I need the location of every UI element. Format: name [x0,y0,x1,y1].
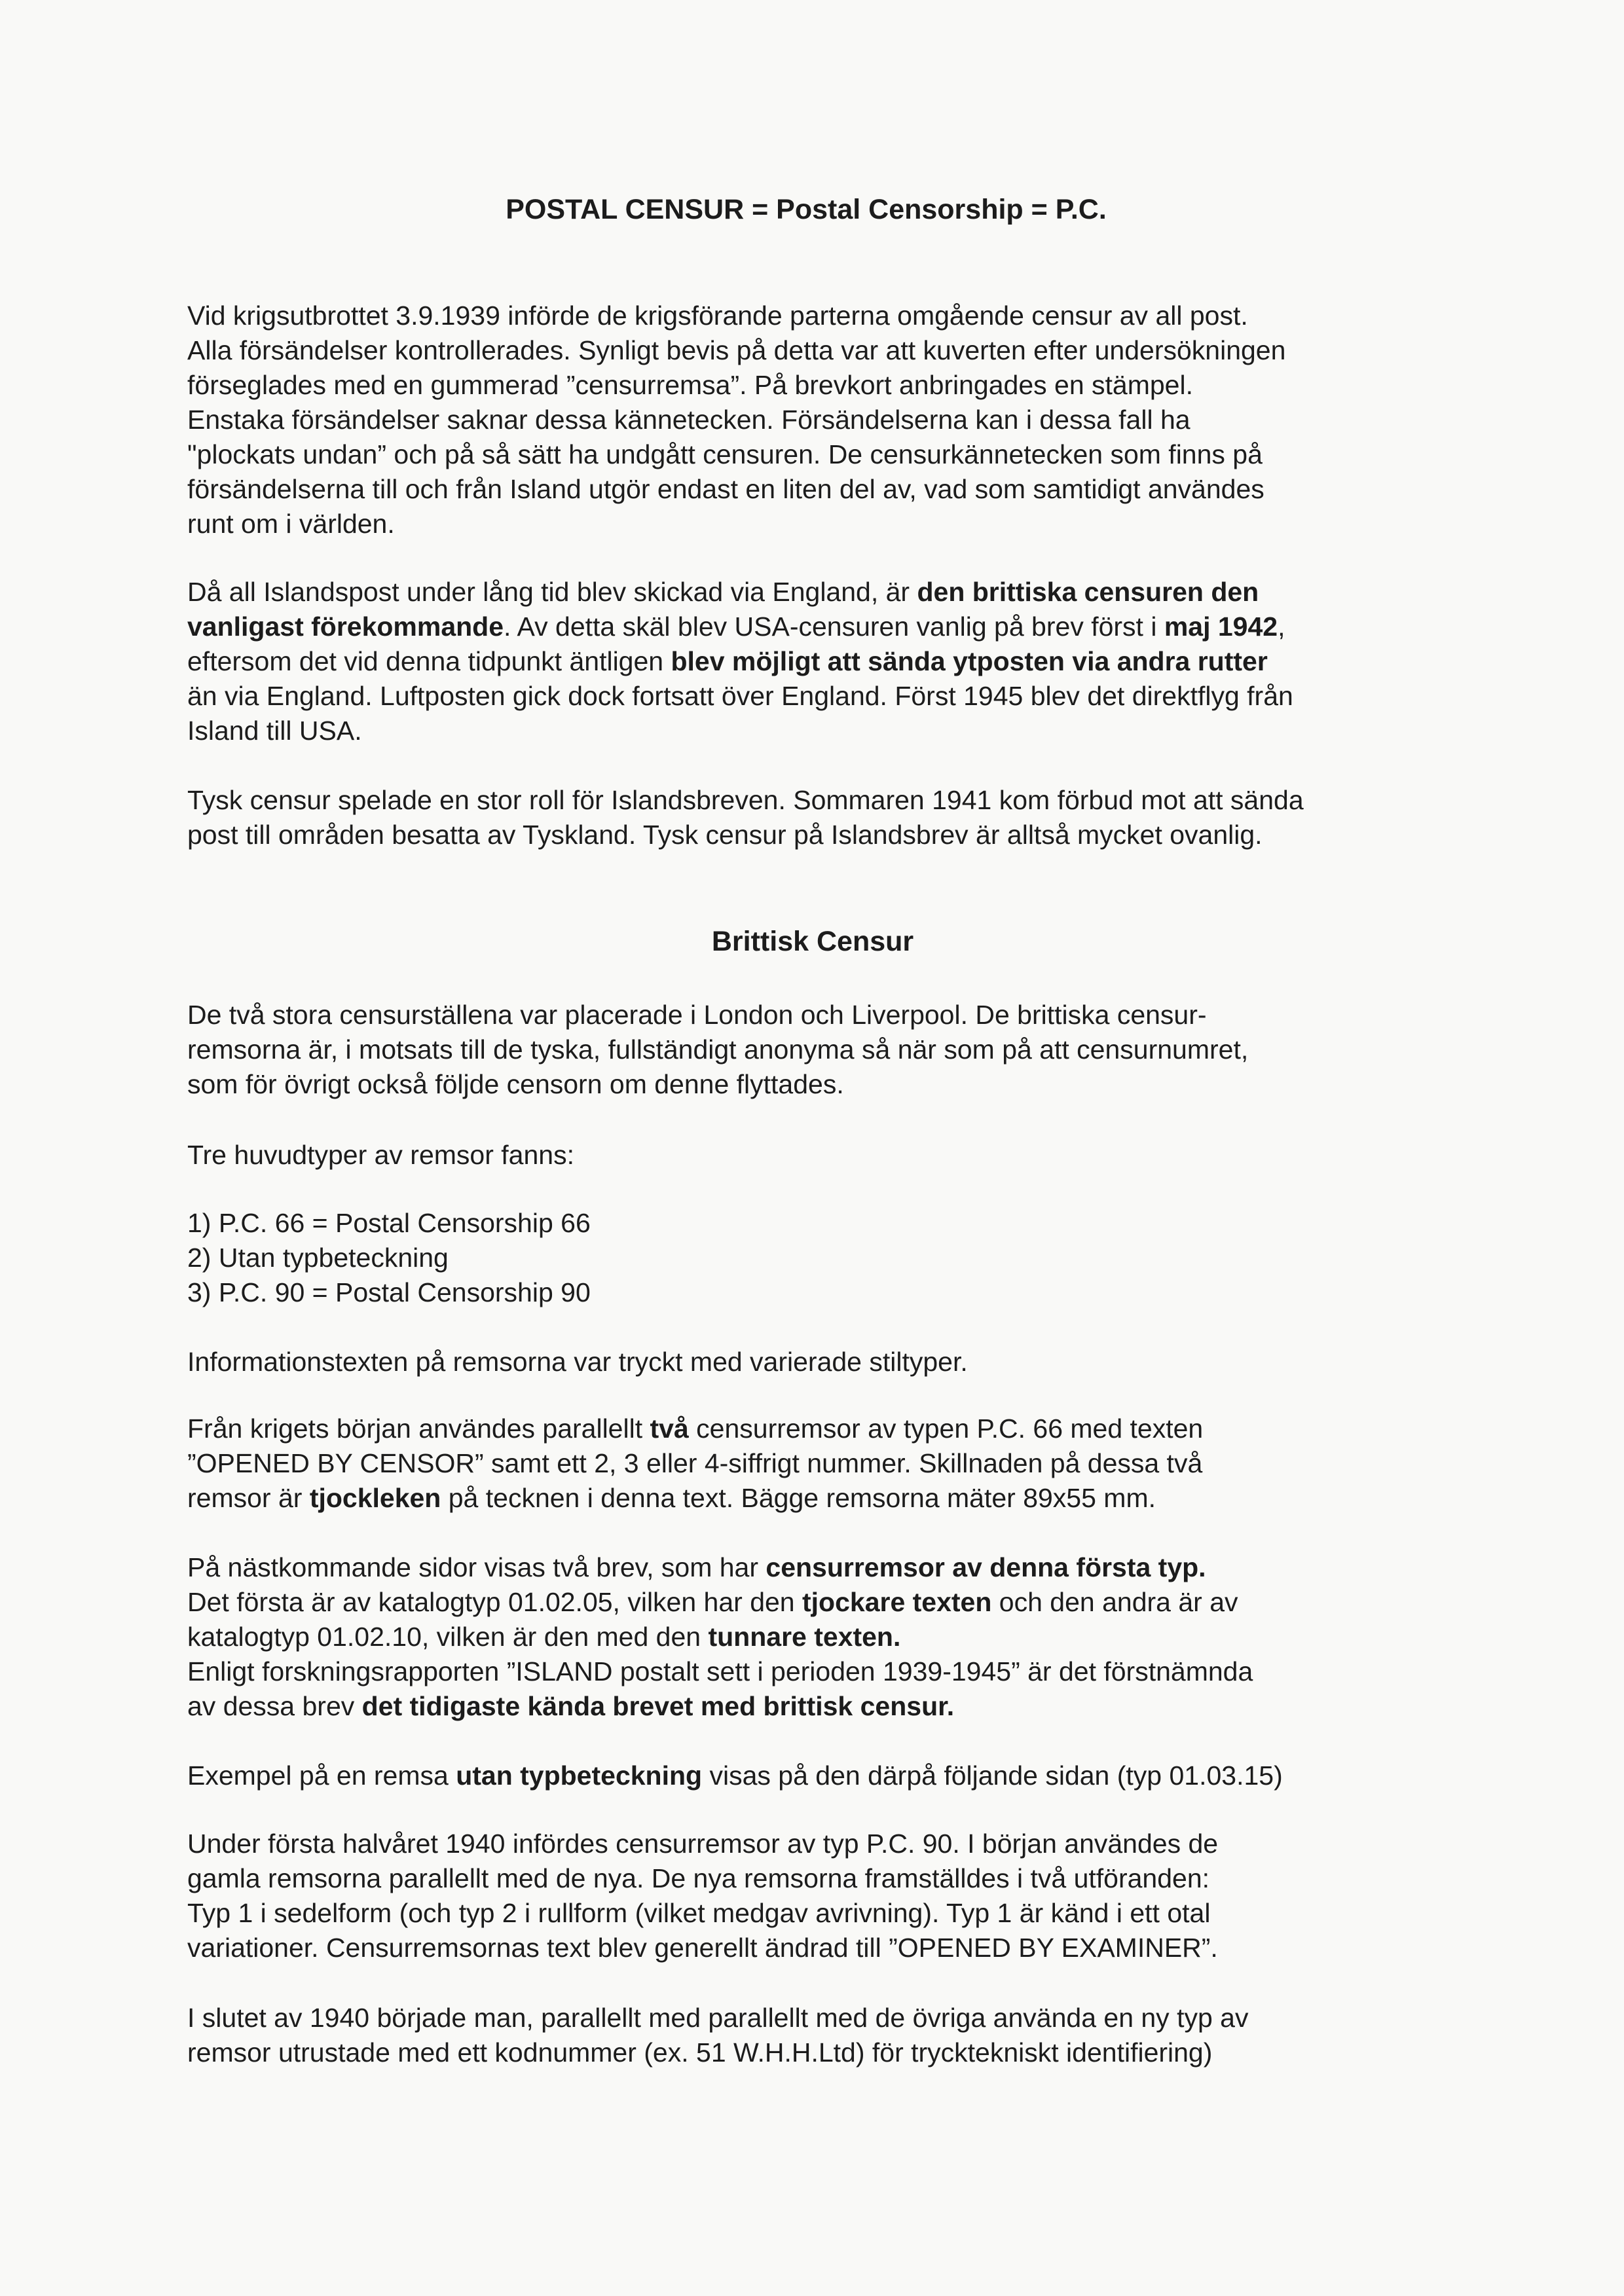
text-run: Under första halvåret 1940 infördes censurremsor av typ P.C. 90. I början användes de [187,1829,1219,1859]
text-run: katalogtyp 01.02.10, vilken är den med den [187,1622,709,1652]
text-run: Exempel på en remsa [187,1760,456,1791]
text-run: remsor är [187,1483,310,1513]
intro-paragraph [187,299,1458,541]
example-paragraph [187,1758,1458,1793]
text-run: som för övrigt också följde censorn om denne flyttades. [187,1069,844,1099]
start-paragraph [187,1412,1458,1516]
text-run: Det första är av katalogtyp 01.02.05, vilken har den [187,1587,802,1617]
text-run: , [1278,611,1285,642]
next-paragraph [187,1550,1458,1724]
types-list [187,1206,591,1310]
bold-run: vanligast förekommande [187,611,504,642]
german-paragraph [187,783,1458,852]
bold-run: utan typbeteckning [456,1760,703,1791]
text-run: De två stora censurställena var placerade i London och Liverpool. De brittiska censur- [187,1000,1207,1030]
intro-line: försändelserna till och från Island utgör endast en liten del av, vad som samtidigt användes [187,474,1264,504]
text-run: Typ 1 i sedelform (och typ 2 i rullform (vilket medgav avrivning). Typ 1 är känd i ett otal [187,1898,1211,1928]
text-run: Från krigets början användes parallellt [187,1413,650,1444]
text-run: ”OPENED BY CENSOR” samt ett 2, 3 eller 4-siffrigt nummer. Skillnaden på dessa två [187,1448,1203,1478]
text-run: gamla remsorna parallellt med de nya. De nya remsorna framställdes i två utföranden: [187,1863,1210,1893]
england-paragraph [187,575,1458,748]
bold-run: tjockleken [309,1483,441,1513]
text-run: visas på den därpå följande sidan (typ 01.03.15) [702,1760,1283,1791]
intro-line: "plockats undan” och på så sätt ha undgått censuren. De censurkännetecken som finns på [187,439,1263,469]
text-run: remsorna är, i motsats till de tyska, fullständigt anonyma så när som på att censurnumret, [187,1034,1249,1065]
intro-line: runt om i världen. [187,509,395,539]
page-title: POSTAL CENSUR = Postal Censorship = P.C. [506,194,1107,225]
list-item: 3) P.C. 90 = Postal Censorship 90 [187,1277,591,1307]
intro-line: Enstaka försändelser saknar dessa kännetecken. Försändelserna kan i dessa fall ha [187,405,1190,435]
bold-run: tunnare texten. [708,1622,901,1652]
bold-run: blev möjligt att sända ytposten via andra rutter [671,646,1268,676]
text-run: remsor utrustade med ett kodnummer (ex. 51 W.H.H.Ltd) för trycktekniskt identifiering) [187,2037,1213,2068]
text-run: och den andra är av [991,1587,1238,1617]
bold-run: maj 1942 [1164,611,1278,642]
bold-run: censurremsor av denna första typ. [766,1552,1206,1582]
bold-run: tjockare texten [802,1587,992,1617]
text-run: Tysk censur spelade en stor roll för Islandsbreven. Sommaren 1941 kom förbud mot att sända [187,785,1304,815]
text-run: än via England. Luftposten gick dock fortsatt över England. Först 1945 blev det direktflyg från [187,681,1293,711]
pc90-paragraph [187,1827,1458,1965]
text-run: eftersom det vid denna tidpunkt äntligen [187,646,671,676]
intro-line: Vid krigsutbrottet 3.9.1939 införde de krigsförande parterna omgående censur av all post. [187,301,1248,331]
text-run: . Av detta skäl blev USA-censuren vanlig på brev först i [504,611,1164,642]
places-paragraph [187,998,1458,1102]
info-paragraph: Informationstexten på remsorna var tryckt med varierade stiltyper. [187,1347,968,1377]
text-run: av dessa brev [187,1691,362,1721]
text-run: censurremsor av typen P.C. 66 med texten [688,1413,1204,1444]
text-run: Då all Islandspost under lång tid blev skickad via England, är [187,577,917,607]
list-item: 1) P.C. 66 = Postal Censorship 66 [187,1208,591,1238]
list-item: 2) Utan typbeteckning [187,1243,449,1273]
section-title: Brittisk Censur [711,926,914,957]
text-run: På nästkommande sidor visas två brev, som har [187,1552,766,1582]
text-run: post till områden besatta av Tyskland. Tysk censur på Islandsbrev är alltså mycket ovanlig. [187,820,1263,850]
text-run: variationer. Censurremsornas text blev generellt ändrad till ”OPENED BY EXAMINER”. [187,1933,1218,1963]
intro-line: Alla försändelser kontrollerades. Synligt bevis på detta var att kuverten efter undersökningen [187,335,1286,365]
end-1940-paragraph [187,2001,1458,2070]
text-run: Enligt forskningsrapporten ”ISLAND postalt sett i perioden 1939-1945” är det förstnämnda [187,1656,1253,1686]
intro-line: förseglades med en gummerad ”censurremsa”. På brevkort anbringades en stämpel. [187,370,1193,400]
types-intro: Tre huvudtyper av remsor fanns: [187,1140,574,1170]
text-run: på tecknen i denna text. Bägge remsorna mäter 89x55 mm. [441,1483,1156,1513]
text-run: I slutet av 1940 började man, parallellt med parallellt med de övriga använda en ny typ av [187,2003,1249,2033]
bold-run: två [650,1413,689,1444]
text-run: Island till USA. [187,716,362,746]
bold-run: den brittiska censuren den [917,577,1259,607]
bold-run: det tidigaste kända brevet med brittisk censur. [361,1691,955,1721]
